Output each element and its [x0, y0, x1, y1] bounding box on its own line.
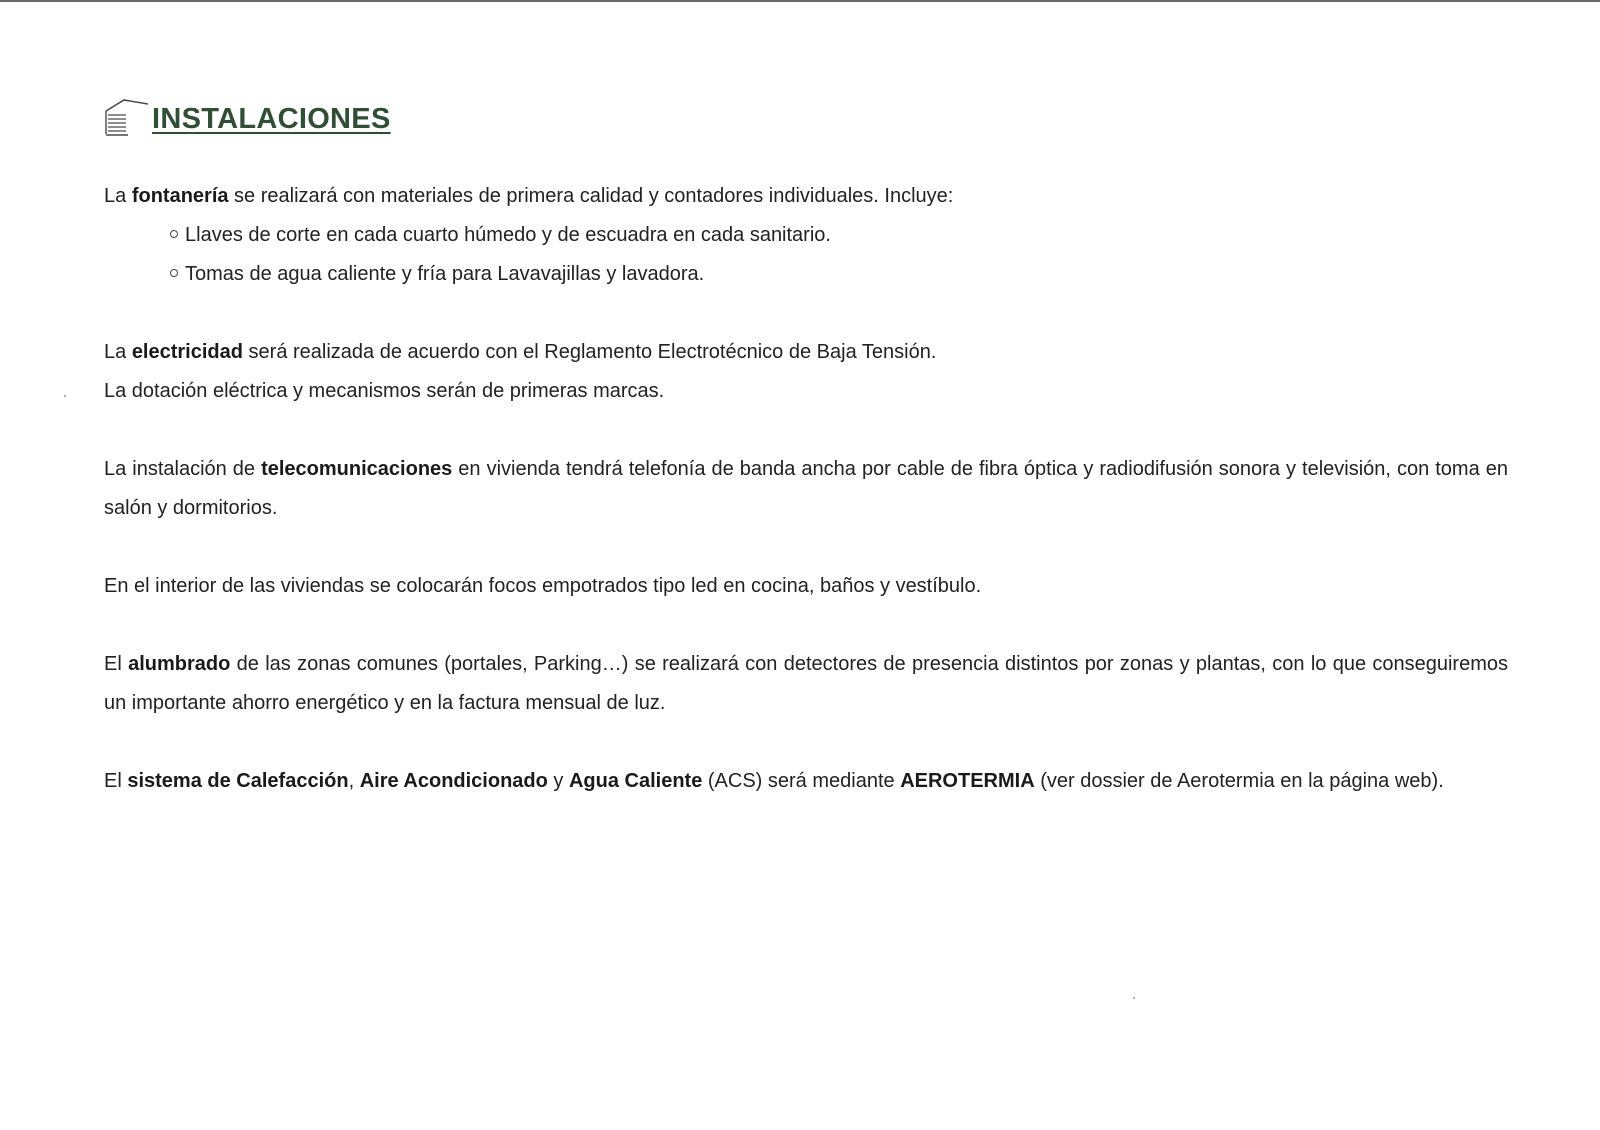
text-run: La: [104, 185, 132, 207]
page-top-border: [0, 0, 1600, 2]
text-run: (ver dossier de Aerotermia en la página web).: [1034, 770, 1444, 792]
text-run: en vivienda tendrá telefonía de banda ancha por cable de fibra óptica y radiodifusión sonora y televisión, con toma en salón y dormitorios.: [104, 458, 1508, 519]
section-heading: [104, 96, 391, 138]
scan-speck: [1133, 997, 1135, 999]
paragraph-telecomunicaciones: [104, 450, 1508, 528]
list-item: [170, 216, 1508, 255]
text-run: ,: [348, 770, 360, 792]
text-run: (ACS) será mediante: [702, 770, 901, 792]
spacer: [104, 411, 1508, 450]
spacer: [104, 294, 1508, 333]
bullet-icon: [170, 269, 178, 277]
text-run: de las zonas comunes (portales, Parking…) se realizará con detectores de presencia distintos por zonas y plantas, con lo que conseguiremos un importante ahorro energético y en la factura mensual de luz.: [104, 653, 1509, 714]
keyword-agua-caliente: Agua Caliente: [568, 770, 703, 792]
building-icon: [104, 96, 148, 138]
list-item-text: Llaves de corte en cada cuarto húmedo y de escuadra en cada sanitario.: [185, 224, 831, 246]
keyword-calefaccion: sistema de Calefacción: [127, 770, 349, 792]
list-item: [170, 255, 1508, 294]
spacer: [104, 606, 1508, 645]
paragraph-iluminacion: En el interior de las viviendas se colocarán focos empotrados tipo led en cocina, baños y vestíbulo.: [104, 575, 982, 597]
fontaneria-list: [104, 216, 1508, 294]
text-run: El: [104, 770, 128, 792]
bullet-icon: [170, 230, 178, 238]
text-run: El: [104, 653, 129, 675]
paragraph-fontaneria: [104, 177, 1508, 216]
paragraph-electricidad: [104, 333, 1508, 372]
keyword-aire-acondicionado: Aire Acondicionado: [359, 770, 548, 792]
paragraph-dotacion: La dotación eléctrica y mecanismos serán de primeras marcas.: [104, 380, 665, 402]
keyword-aerotermia: AEROTERMIA: [900, 770, 1035, 792]
text-run: La: [104, 341, 132, 363]
keyword-alumbrado: alumbrado: [128, 653, 231, 675]
text-run: se realizará con materiales de primera calidad y contadores individuales. Incluye:: [228, 185, 954, 207]
text-run: y: [547, 770, 569, 792]
scan-speck: [64, 395, 66, 397]
text-run: La instalación de: [104, 458, 262, 480]
spacer: [104, 723, 1508, 762]
section-title: INSTALACIONES: [152, 103, 391, 135]
list-item-text: Tomas de agua caliente y fría para Lavavajillas y lavadora.: [185, 263, 705, 285]
spacer: [104, 528, 1508, 567]
paragraph-climatizacion: [104, 762, 1508, 801]
paragraph-alumbrado: [104, 645, 1508, 723]
text-run: será realizada de acuerdo con el Reglamento Electrotécnico de Baja Tensión.: [242, 341, 937, 363]
keyword-electricidad: electricidad: [131, 341, 243, 363]
document-body: [104, 177, 1508, 801]
keyword-telecomunicaciones: telecomunicaciones: [261, 458, 453, 480]
keyword-fontaneria: fontanería: [131, 185, 229, 207]
